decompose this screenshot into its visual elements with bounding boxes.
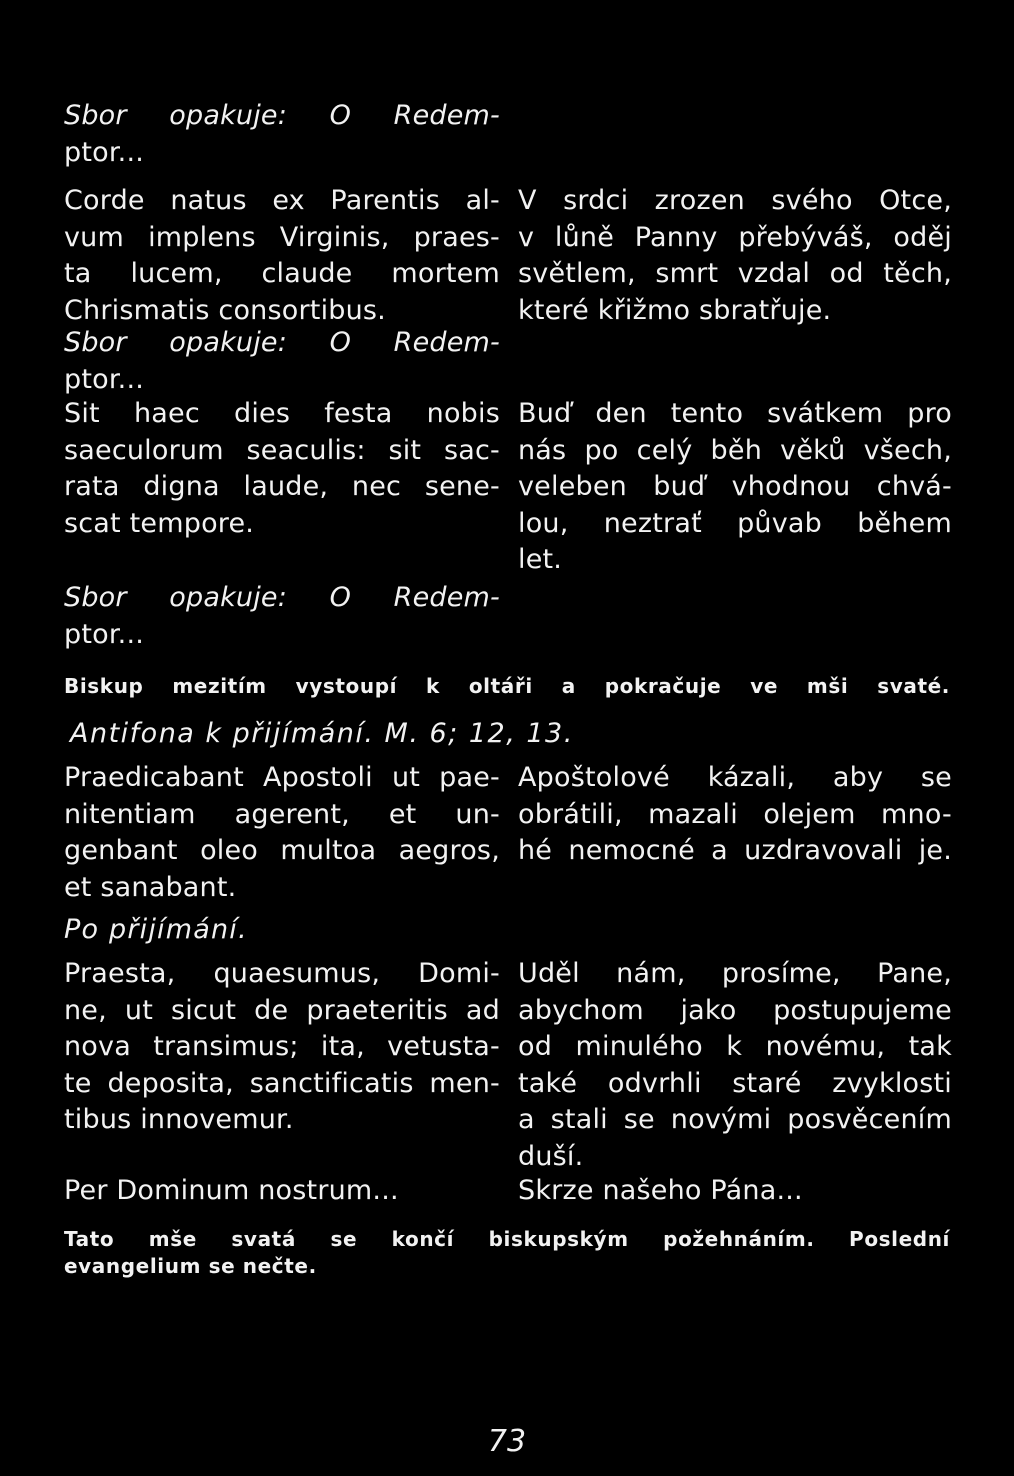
- text-line: od minulého k novému, tak: [518, 1031, 952, 1062]
- text-line: ptor...: [64, 363, 145, 395]
- text-line: let.: [518, 544, 563, 575]
- text-line: obrátili, mazali olejem mno-: [518, 798, 952, 830]
- text-line: abychom jako postupujeme: [518, 994, 952, 1026]
- latin-conclusion: [64, 1173, 500, 1210]
- latin-antiphon: [64, 760, 500, 906]
- rubric-biskup: [64, 673, 950, 700]
- refrain-1: [64, 98, 500, 171]
- text-line: Apoštolové kázali, aby se: [518, 762, 952, 793]
- latin-stanza-sit: [64, 396, 500, 542]
- czech-antiphon: [518, 760, 952, 870]
- text-line: ta lucem, claude mortem: [64, 258, 500, 289]
- czech-stanza-vsrdci: [518, 183, 952, 329]
- text-line: Corde natus ex Parentis al-: [64, 185, 500, 216]
- text-line: Skrze našeho Pána...: [518, 1175, 803, 1206]
- text-line: scat tempore.: [64, 507, 255, 539]
- text-line: Praedicabant Apostoli ut pae-: [64, 762, 500, 793]
- antiphon-heading: [70, 716, 670, 753]
- page-number: 73: [487, 1424, 527, 1459]
- text-line: rata digna laude, nec sene-: [64, 471, 500, 502]
- refrain-2: [64, 325, 500, 398]
- text-line: ptor...: [64, 618, 145, 650]
- text-line: vum implens Virginis, praes-: [64, 221, 500, 253]
- text-line: Tato mše svatá se končí biskupským požehnáním. Poslední: [64, 1227, 950, 1251]
- text-line: také odvrhli staré zvyklosti: [518, 1067, 952, 1099]
- text-line: Biskup mezitím vystoupí k oltáři a pokračuje ve mši svaté.: [64, 674, 950, 698]
- text-line: genbant oleo multoa aegros,: [64, 835, 500, 866]
- text-line: nitentiam agerent, et un-: [64, 798, 500, 830]
- czech-postcommunion: [518, 956, 952, 1175]
- text-line: Sbor opakuje: O Redem-: [64, 327, 500, 358]
- text-line: Sit haec dies festa nobis: [64, 398, 500, 429]
- text-line: ptor...: [64, 136, 145, 168]
- text-line: nás po celý běh věků všech,: [518, 434, 952, 466]
- text-line: světlem, smrt vzdal od těch,: [518, 258, 952, 289]
- text-line: lou, neztrať půvab během: [518, 507, 952, 539]
- text-line: evangelium se nečte.: [64, 1254, 317, 1278]
- text-line: a stali se novými posvěcením: [518, 1104, 952, 1135]
- text-line: Per Dominum nostrum...: [64, 1175, 399, 1206]
- text-line: Chrismatis consortibus.: [64, 294, 386, 326]
- postcommunion-heading: [64, 912, 464, 949]
- rubric-tato: [64, 1226, 950, 1280]
- czech-stanza-bud: [518, 396, 952, 579]
- text-line: Sbor opakuje: O Redem-: [64, 100, 500, 131]
- text-line: v lůně Panny přebýváš, oděj: [518, 221, 952, 253]
- text-line: Uděl nám, prosíme, Pane,: [518, 958, 952, 989]
- text-line: veleben buď vhodnou chvá-: [518, 471, 952, 502]
- text-line: nova transimus; ita, vetusta-: [64, 1031, 500, 1062]
- text-line: Antifona k přijímání. M. 6; 12, 13.: [70, 718, 574, 749]
- refrain-3: [64, 580, 500, 653]
- text-line: duší.: [518, 1140, 584, 1172]
- text-line: Sbor opakuje: O Redem-: [64, 582, 500, 613]
- latin-postcommunion: [64, 956, 500, 1139]
- text-line: saeculorum seaculis: sit sac-: [64, 434, 500, 466]
- text-line: te deposita, sanctificatis men-: [64, 1067, 500, 1099]
- text-line: Po přijímání.: [64, 914, 248, 945]
- text-line: které křižmo sbratřuje.: [518, 294, 832, 326]
- text-line: Praesta, quaesumus, Domi-: [64, 958, 500, 989]
- text-line: tibus innovemur.: [64, 1104, 294, 1135]
- text-line: Buď den tento svátkem pro: [518, 398, 952, 429]
- czech-conclusion: [518, 1173, 952, 1210]
- text-line: et sanabant.: [64, 871, 237, 903]
- text-line: V srdci zrozen svého Otce,: [518, 185, 952, 216]
- latin-stanza-corde: [64, 183, 500, 329]
- text-line: ne, ut sicut de praeteritis ad: [64, 994, 500, 1026]
- text-line: hé nemocné a uzdravovali je.: [518, 835, 952, 866]
